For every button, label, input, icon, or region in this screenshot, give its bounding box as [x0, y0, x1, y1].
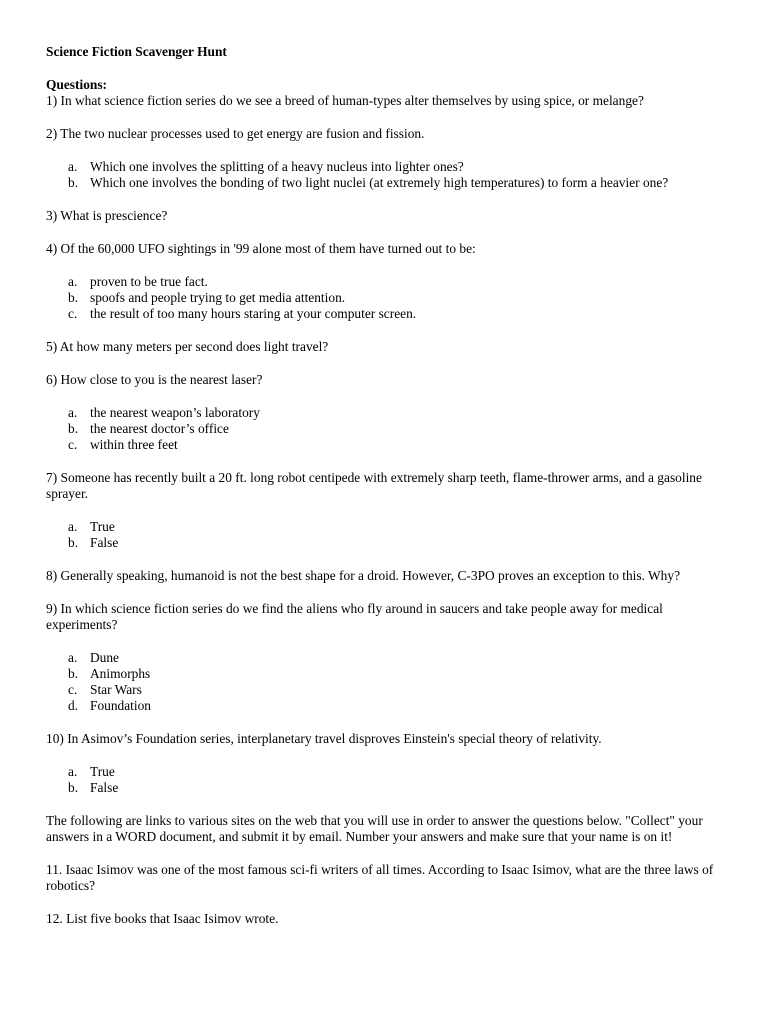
- option-letter: b.: [68, 535, 79, 550]
- question-10: 10) In Asimov’s Foundation series, interplanetary travel disproves Einstein's special theory of relativity.: [46, 731, 602, 746]
- option-item: [46, 159, 736, 175]
- option-letter: a.: [68, 159, 78, 174]
- option-item: [46, 535, 736, 551]
- option-text: Animorphs: [90, 666, 151, 681]
- question-12: 12. List five books that Isaac Isimov wrote.: [46, 911, 279, 926]
- option-item: [46, 764, 736, 780]
- question-5: 5) At how many meters per second does light travel?: [46, 339, 329, 354]
- question-9: 9) In which science fiction series do we find the aliens who fly around in saucers and take people away for medical experiments?: [46, 601, 663, 632]
- questions-heading: Questions:: [46, 77, 108, 92]
- option-letter: b.: [68, 780, 79, 795]
- option-letter: b.: [68, 175, 79, 190]
- links-intro-paragraph: The following are links to various sites on the web that you will use in order to answer the questions below. "Collect" your answers in a WORD document, and submit it by email. Number your answers and make sure that your name is on it!: [46, 813, 703, 844]
- option-item: [46, 666, 736, 682]
- option-letter: b.: [68, 421, 79, 436]
- option-text: within three feet: [90, 437, 178, 452]
- option-item: [46, 650, 736, 666]
- option-letter: b.: [68, 290, 79, 305]
- option-text: False: [90, 535, 119, 550]
- question-4-options: [46, 274, 736, 322]
- option-letter: b.: [68, 666, 79, 681]
- option-item: [46, 175, 736, 191]
- question-2: 2) The two nuclear processes used to get energy are fusion and fission.: [46, 126, 425, 141]
- option-letter: a.: [68, 519, 78, 534]
- question-2-options: [46, 159, 736, 191]
- option-text: Which one involves the bonding of two light nuclei (at extremely high temperatures) to form a heavier one?: [90, 175, 669, 190]
- question-1: 1) In what science fiction series do we see a breed of human-types alter themselves by using spice, or melange?: [46, 93, 644, 108]
- option-text: Star Wars: [90, 682, 142, 697]
- option-text: the nearest doctor’s office: [90, 421, 229, 436]
- option-letter: c.: [68, 306, 78, 321]
- option-item: [46, 421, 736, 437]
- question-7: 7) Someone has recently built a 20 ft. long robot centipede with extremely sharp teeth, flame-thrower arms, and a gasoline sprayer.: [46, 470, 702, 501]
- option-text: True: [90, 764, 115, 779]
- question-6-options: [46, 405, 736, 453]
- option-item: [46, 290, 736, 306]
- option-item: [46, 274, 736, 290]
- option-text: proven to be true fact.: [90, 274, 208, 289]
- option-letter: a.: [68, 650, 78, 665]
- option-item: [46, 780, 736, 796]
- option-letter: c.: [68, 682, 78, 697]
- question-3: 3) What is prescience?: [46, 208, 168, 223]
- option-item: [46, 306, 736, 322]
- question-11: 11. Isaac Isimov was one of the most famous sci-fi writers of all times. According to Isaac Isimov, what are the three laws of robotics?: [46, 862, 714, 893]
- option-text: False: [90, 780, 119, 795]
- option-item: [46, 405, 736, 421]
- option-letter: a.: [68, 764, 78, 779]
- option-text: the result of too many hours staring at your computer screen.: [90, 306, 417, 321]
- question-9-options: [46, 650, 736, 714]
- document-page: [46, 44, 736, 927]
- option-text: the nearest weapon’s laboratory: [90, 405, 260, 420]
- option-letter: c.: [68, 437, 78, 452]
- option-item: [46, 437, 736, 453]
- option-letter: a.: [68, 405, 78, 420]
- question-6: 6) How close to you is the nearest laser?: [46, 372, 263, 387]
- option-text: spoofs and people trying to get media attention.: [90, 290, 346, 305]
- option-text: Dune: [90, 650, 120, 665]
- option-text: True: [90, 519, 115, 534]
- option-item: [46, 698, 736, 714]
- question-8: 8) Generally speaking, humanoid is not the best shape for a droid. However, C-3PO proves an exception to this. Why?: [46, 568, 681, 583]
- question-4: 4) Of the 60,000 UFO sightings in '99 alone most of them have turned out to be:: [46, 241, 476, 256]
- option-item: [46, 519, 736, 535]
- page-title: Science Fiction Scavenger Hunt: [46, 44, 227, 59]
- option-letter: d.: [68, 698, 79, 713]
- option-text: Which one involves the splitting of a heavy nucleus into lighter ones?: [90, 159, 464, 174]
- option-item: [46, 682, 736, 698]
- option-text: Foundation: [90, 698, 152, 713]
- question-10-options: [46, 764, 736, 796]
- option-letter: a.: [68, 274, 78, 289]
- question-7-options: [46, 519, 736, 551]
